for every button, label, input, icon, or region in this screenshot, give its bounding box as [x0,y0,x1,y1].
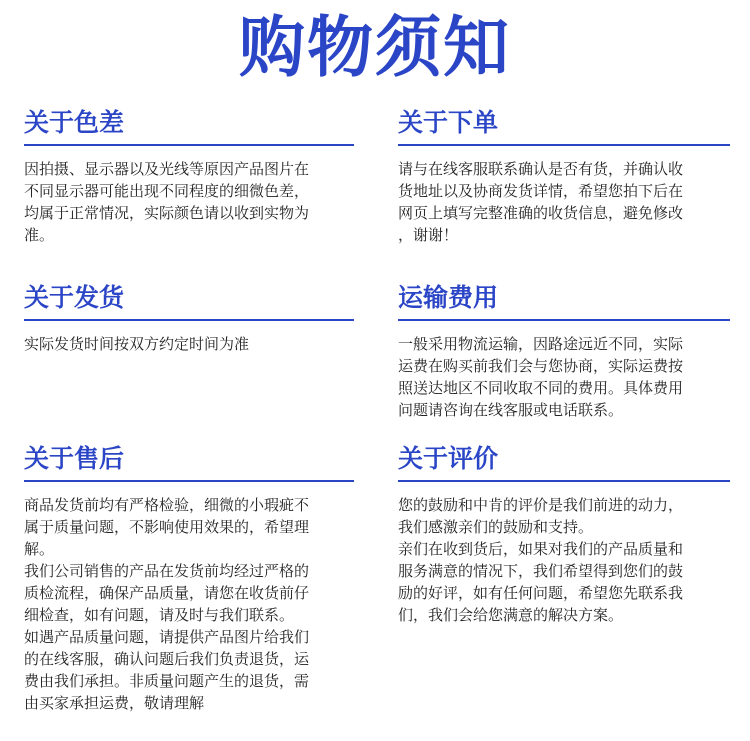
page-title: 购物须知 [239,9,511,86]
section-heading: 关于评价 [398,444,499,473]
section-heading: 关于下单 [398,108,499,137]
section-divider [24,144,354,146]
section-body: 请与在线客服联系确认是否有货，并确认收 货地址以及协商发货详情，希望您拍下后在 网页上填写完整准确的收货信息，避免修改 ，谢谢！ [398,160,684,244]
section-heading: 运输费用 [398,283,499,312]
section-body: 实际发货时间按双方约定时间为准 [24,335,250,353]
section-divider [398,144,730,146]
section-shipping-cost [398,283,730,421]
section-heading: 关于发货 [24,283,125,312]
section-divider [398,319,730,321]
section-divider [398,480,730,482]
section-ordering [398,108,730,246]
section-heading: 关于色差 [24,108,125,137]
section-after-sales [24,444,354,714]
section-body: 一般采用物流运输，因路途远近不同，实际 运费在购买前我们会与您协商，实际运费按 照送达地区不同收取不同的费用。具体费用 问题请咨询在线客服或电话联系。 [398,335,684,419]
section-color-difference [24,108,354,246]
section-body: 您的鼓励和中肯的评价是我们前进的动力， 我们感激亲们的鼓励和支持。 亲们在收到货后，如果对我们的产品质量和 服务满意的情况下，我们希望得到您们的鼓 励的好评，如有任何问题，希望您先联系我 们，我们会给您满意的解决方案。 [398,496,684,624]
section-divider [24,319,354,321]
section-body: 商品发货前均有严格检验，细微的小瑕疵不 属于质量问题，不影响使用效果的，希望理 解。 我们公司销售的产品在发货前均经过严格的 质检流程，确保产品质量，请您在收货前仔 细检查，如有问题，请及时与我们联系。 如遇产品质量问题，请提供产品图片给我们 的在线客服，确认问题后我们负责退货，运 费由我们承担。非质量问题产生的退货，需 由买家承担运费，敬请理解 [24,496,310,712]
section-body: 因拍摄、显示器以及光线等原因产品图片在 不同显示器可能出现不同程度的细微色差， 均属于正常情况，实际颜色请以收到实物为 准。 [24,160,310,244]
section-heading: 关于售后 [24,444,125,473]
section-shipping [24,283,354,355]
section-reviews [398,444,730,626]
section-divider [24,480,354,482]
